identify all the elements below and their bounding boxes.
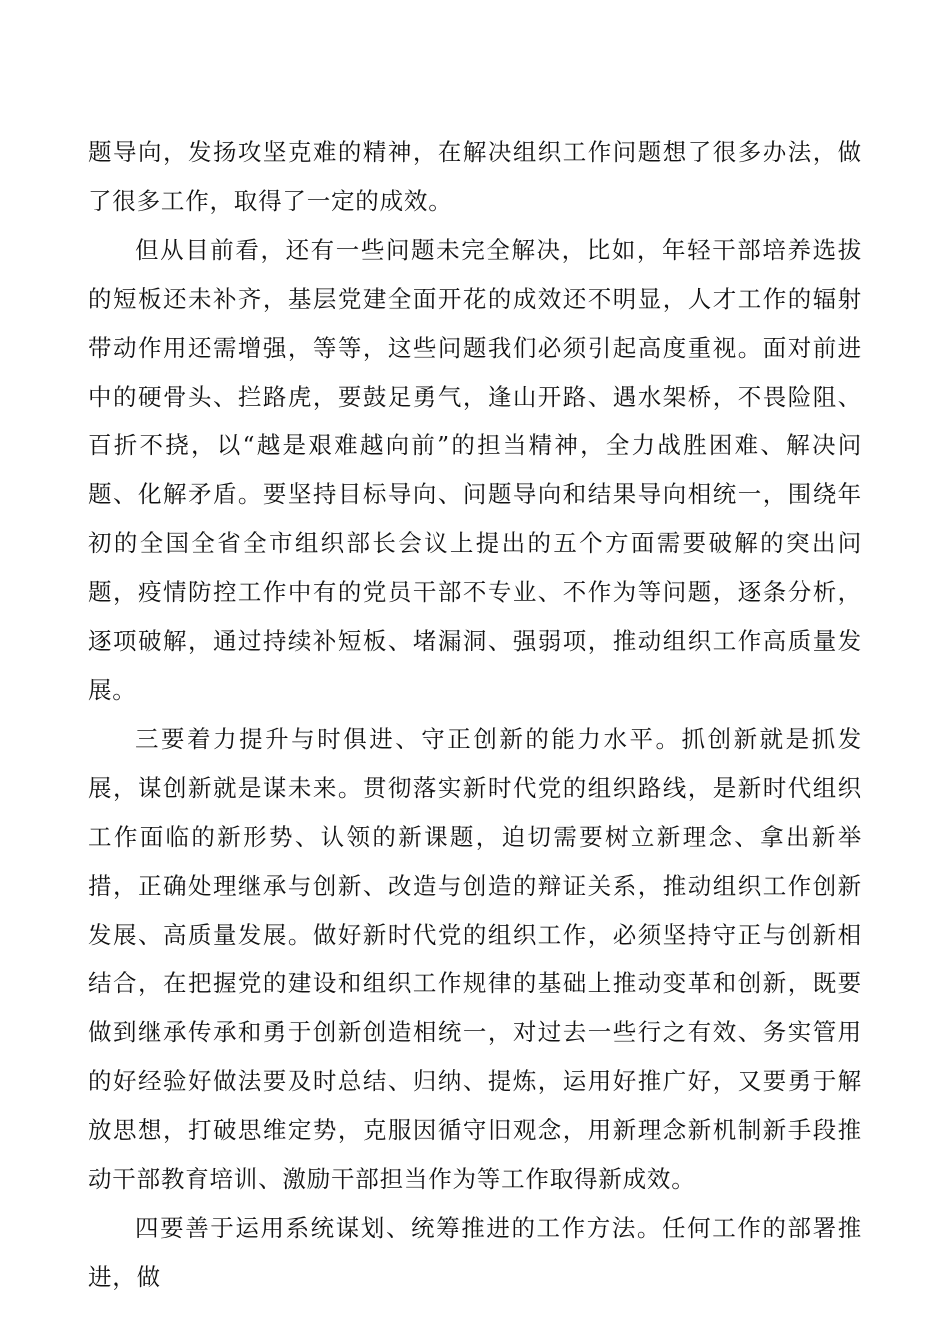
paragraph-system-planning: 四要善于运用系统谋划、统筹推进的工作方法。任何工作的部署推进，做 [88,1213,862,1291]
document-body [88,128,862,1302]
paragraph-continuation: 题导向，发扬攻坚克难的精神，在解决组织工作问题想了很多办法，做了很多工作，取得了一定的成效。 [88,138,862,215]
paragraph-innovation: 三要着力提升与时俱进、守正创新的能力水平。抓创新就是抓发展，谋创新就是谋未来。贯彻落实新时代党的组织路线，是新时代组织工作面临的新形势、认领的新课题，迫切需要树立新理念、拿出新举措，正确处理继承与创新、改造与创造的辩证关系，推动组织工作创新发展、高质量发展。做好新时代党的组织工作，必须坚持守正与创新相结合，在把握党的建设和组织工作规律的基础上推动变革和创新，既要做到继承传承和勇于创新创造相统一，对过去一些行之有效、务实管用的好经验好做法要及时总结、归纳、提炼，运用好推广好，又要勇于解放思想，打破思维定势，克服因循守旧观念，用新理念新机制新手段推动干部教育培训、激励干部担当作为等工作取得新成效。 [88,724,862,1194]
paragraph-problems: 但从目前看，还有一些问题未完全解决，比如，年轻干部培养选拔的短板还未补齐，基层党建全面开花的成效还不明显，人才工作的辐射带动作用还需增强，等等，这些问题我们必须引起高度重视。面对前进中的硬骨头、拦路虎，要鼓足勇气，逢山开路、遇水架桥，不畏险阻、百折不挠，以“越是艰难越向前”的担当精神，全力战胜困难、解决问题、化解矛盾。要坚持目标导向、问题导向和结果导向相统一，围绕年初的全国全省全市组织部长会议上提出的五个方面需要破解的突出问题，疫情防控工作中有的党员干部不专业、不作为等问题，逐条分析，逐项破解，通过持续补短板、堵漏洞、强弱项，推动组织工作高质量发展。 [88,235,862,704]
